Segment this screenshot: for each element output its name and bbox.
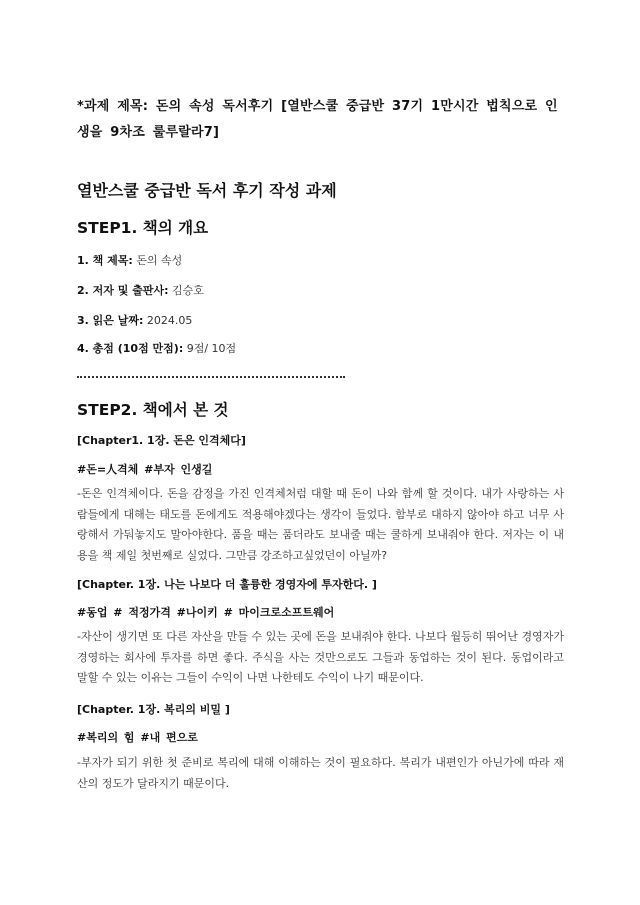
info-key: 3. 읽은 날짜: bbox=[77, 314, 144, 327]
main-heading: 열반스쿨 중급반 독서 후기 작성 과제 bbox=[77, 181, 337, 200]
info-key: 2. 저자 및 출판사: bbox=[77, 284, 169, 297]
info-item-author bbox=[77, 282, 204, 298]
info-item-score bbox=[77, 340, 236, 356]
review-paragraph: -자산이 생기면 또 다른 자산을 만들 수 있는 곳에 돈을 보내줘야 한다. 나보다 월등히 뛰어난 경영자가 경영하는 회사에 투자를 하면 좋다. 주식을 사는 것만으로도 그들과 동업하는 것이 된다. 동업이라고 말할 수 있는 이유는 그들이 수익이 나면 나한테도 수익이 나기 때문이다. bbox=[77, 630, 564, 684]
info-value: 돈의 속성 bbox=[132, 254, 183, 267]
info-value: 9점/ 10점 bbox=[183, 342, 237, 355]
info-item-date bbox=[77, 312, 192, 328]
hashtags: #동업 # 적정가격 #나이키 # 마이크로소프트웨어 bbox=[77, 606, 335, 619]
assignment-title: *과제 제목: 돈의 속성 독서후기 [열반스쿨 중급반 37기 1만시간 법칙으로 인생을 9차조 룰루랄라7] bbox=[77, 99, 558, 140]
info-key: 1. 책 제목: bbox=[77, 254, 133, 267]
review-paragraph: -돈은 인격체이다. 돈을 감정을 가진 인격체처럼 대할 때 돈이 나와 함께 할 것이다. 내가 사랑하는 사람들에게 대해는 태도를 돈에게도 적용해야겠다는 생각이 들었다. 함부로 대하지 않아야 하고 너무 사랑해서 가둬놓지도 말아야한다. 품을 때는 품더라도 보내줄 때는 쿨하게 보내줘야 한다. 저자는 이 내용을 책 제일 첫번째로 실었다. 그만큼 강조하고싶었던이 아닐까? bbox=[77, 487, 564, 562]
chapter-heading: [Chapter. 1장. 복리의 비밀 ] bbox=[77, 703, 230, 716]
step2-heading: STEP2. 책에서 본 것 bbox=[77, 401, 229, 419]
step1-heading: STEP1. 책의 개요 bbox=[77, 219, 209, 237]
hashtags: #복리의 힘 #내 편으로 bbox=[77, 731, 198, 744]
info-key: 4. 총점 (10점 만점): bbox=[77, 342, 184, 355]
dotted-divider bbox=[77, 376, 345, 378]
info-value: 김승호 bbox=[168, 284, 204, 297]
chapter-heading: [Chapter1. 1장. 돈은 인격체다] bbox=[77, 434, 246, 447]
hashtags: #돈=人격체 #부자 인생길 bbox=[77, 463, 213, 476]
chapter-heading: [Chapter. 1장. 나는 나보다 더 훌륭한 경영자에 투자한다. ] bbox=[77, 578, 377, 591]
info-value: 2024.05 bbox=[143, 314, 193, 327]
info-item-title bbox=[77, 252, 182, 268]
review-paragraph: -부자가 되기 위한 첫 준비로 복리에 대해 이해하는 것이 필요하다. 복리가 내편인가 아닌가에 따라 재산의 정도가 달라지기 때문이다. bbox=[77, 756, 564, 790]
